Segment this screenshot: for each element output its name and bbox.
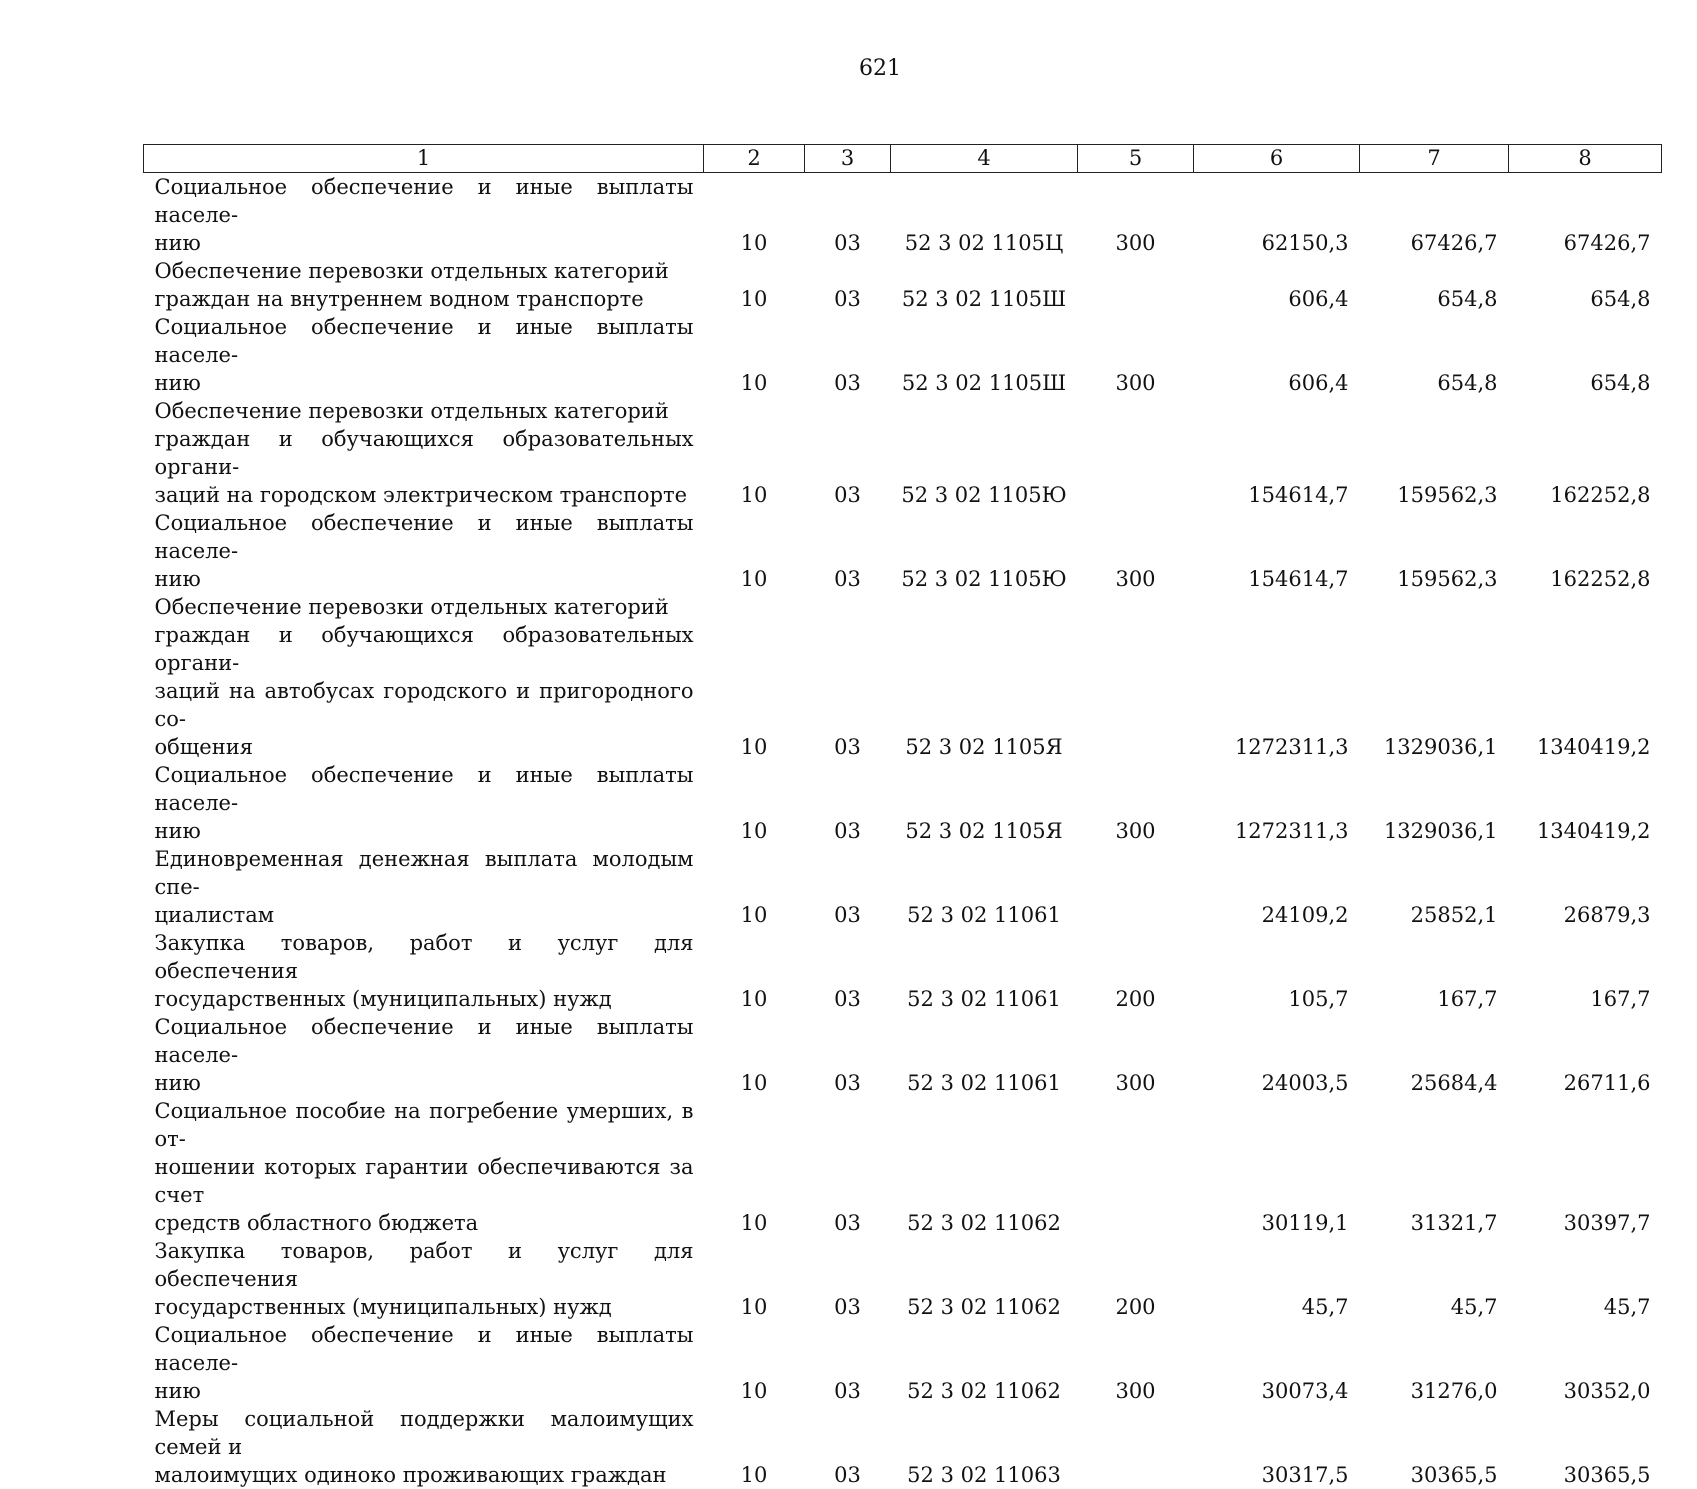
table-row [144,257,1662,313]
section-code: 10 [704,593,805,761]
table-row [144,929,1662,1013]
table-row [144,1321,1662,1405]
item-name: Социальное пособие на погребение умерших, в от- ношении которых гарантии обеспечиваются за счет средств областного бюджета [144,1097,704,1237]
amount-col-7: 31276,0 [1360,1321,1509,1405]
expense-type-code [1078,845,1194,929]
amount-col-6: 105,7 [1194,929,1360,1013]
table-row [144,761,1662,845]
target-article-code: 52 3 02 1105Я [891,761,1078,845]
subsection-code: 03 [805,1237,891,1321]
expense-type-code: 300 [1078,509,1194,593]
amount-col-6: 1272311,3 [1194,593,1360,761]
table-row [144,173,1662,258]
column-header-3: 3 [805,145,891,173]
amount-col-7: 159562,3 [1360,509,1509,593]
budget-table [143,144,1662,1489]
amount-col-8: 162252,8 [1509,509,1662,593]
page-number: 621 [0,56,1697,81]
amount-col-6: 30073,4 [1194,1321,1360,1405]
amount-col-8: 1340419,2 [1509,593,1662,761]
section-code: 10 [704,173,805,258]
target-article-code: 52 3 02 1105Ю [891,397,1078,509]
section-code: 10 [704,1097,805,1237]
target-article-code: 52 3 02 1105Ц [891,173,1078,258]
target-article-code: 52 3 02 11062 [891,1097,1078,1237]
subsection-code: 03 [805,593,891,761]
section-code: 10 [704,761,805,845]
section-code: 10 [704,1405,805,1489]
amount-col-8: 26879,3 [1509,845,1662,929]
column-header-5: 5 [1078,145,1194,173]
subsection-code: 03 [805,1097,891,1237]
subsection-code: 03 [805,173,891,258]
item-name: Социальное обеспечение и иные выплаты населе- нию [144,173,704,258]
table-row [144,313,1662,397]
amount-col-8: 162252,8 [1509,397,1662,509]
amount-col-7: 67426,7 [1360,173,1509,258]
amount-col-8: 67426,7 [1509,173,1662,258]
subsection-code: 03 [805,845,891,929]
target-article-code: 52 3 02 11061 [891,929,1078,1013]
expense-type-code [1078,593,1194,761]
amount-col-6: 24109,2 [1194,845,1360,929]
column-header-7: 7 [1360,145,1509,173]
item-name: Социальное обеспечение и иные выплаты населе- нию [144,509,704,593]
target-article-code: 52 3 02 1105Ш [891,257,1078,313]
amount-col-6: 606,4 [1194,313,1360,397]
amount-col-8: 654,8 [1509,313,1662,397]
amount-col-6: 606,4 [1194,257,1360,313]
amount-col-7: 25684,4 [1360,1013,1509,1097]
expense-type-code: 200 [1078,1237,1194,1321]
section-code: 10 [704,1321,805,1405]
column-header-6: 6 [1194,145,1360,173]
target-article-code: 52 3 02 11061 [891,1013,1078,1097]
section-code: 10 [704,313,805,397]
column-header-2: 2 [704,145,805,173]
section-code: 10 [704,1237,805,1321]
amount-col-8: 30352,0 [1509,1321,1662,1405]
table-row [144,1013,1662,1097]
amount-col-6: 45,7 [1194,1237,1360,1321]
amount-col-8: 654,8 [1509,257,1662,313]
expense-type-code: 300 [1078,1321,1194,1405]
section-code: 10 [704,257,805,313]
expense-type-code: 300 [1078,173,1194,258]
item-name: Единовременная денежная выплата молодым спе- циалистам [144,845,704,929]
item-name: Социальное обеспечение и иные выплаты населе- нию [144,761,704,845]
section-code: 10 [704,509,805,593]
amount-col-7: 654,8 [1360,257,1509,313]
item-name: Обеспечение перевозки отдельных категорий граждан на внутреннем водном транспорте [144,257,704,313]
amount-col-7: 1329036,1 [1360,593,1509,761]
subsection-code: 03 [805,1405,891,1489]
amount-col-7: 654,8 [1360,313,1509,397]
expense-type-code [1078,397,1194,509]
table-header-row [144,145,1662,173]
amount-col-7: 30365,5 [1360,1405,1509,1489]
subsection-code: 03 [805,761,891,845]
amount-col-6: 30317,5 [1194,1405,1360,1489]
expense-type-code: 300 [1078,761,1194,845]
amount-col-6: 154614,7 [1194,509,1360,593]
amount-col-8: 26711,6 [1509,1013,1662,1097]
target-article-code: 52 3 02 1105Ю [891,509,1078,593]
column-header-8: 8 [1509,145,1662,173]
amount-col-8: 1340419,2 [1509,761,1662,845]
target-article-code: 52 3 02 11062 [891,1321,1078,1405]
amount-col-8: 30397,7 [1509,1097,1662,1237]
amount-col-7: 31321,7 [1360,1097,1509,1237]
item-name: Обеспечение перевозки отдельных категорий граждан и обучающихся образовательных органи- заций на городском электрическом транспорте [144,397,704,509]
table-row [144,509,1662,593]
column-header-4: 4 [891,145,1078,173]
amount-col-6: 30119,1 [1194,1097,1360,1237]
item-name: Социальное обеспечение и иные выплаты населе- нию [144,1321,704,1405]
amount-col-8: 30365,5 [1509,1405,1662,1489]
subsection-code: 03 [805,509,891,593]
item-name: Социальное обеспечение и иные выплаты населе- нию [144,1013,704,1097]
amount-col-6: 24003,5 [1194,1013,1360,1097]
amount-col-6: 154614,7 [1194,397,1360,509]
expense-type-code [1078,1097,1194,1237]
item-name: Закупка товаров, работ и услуг для обеспечения государственных (муниципальных) нужд [144,929,704,1013]
table-row [144,1405,1662,1489]
item-name: Обеспечение перевозки отдельных категорий граждан и обучающихся образовательных органи- заций на автобусах городского и пригородного со- общения [144,593,704,761]
subsection-code: 03 [805,1013,891,1097]
table-body [144,173,1662,1489]
item-name: Закупка товаров, работ и услуг для обеспечения государственных (муниципальных) нужд [144,1237,704,1321]
section-code: 10 [704,1013,805,1097]
expense-type-code [1078,1405,1194,1489]
target-article-code: 52 3 02 1105Я [891,593,1078,761]
amount-col-7: 167,7 [1360,929,1509,1013]
expense-type-code: 300 [1078,313,1194,397]
subsection-code: 03 [805,1321,891,1405]
amount-col-6: 1272311,3 [1194,761,1360,845]
amount-col-7: 45,7 [1360,1237,1509,1321]
amount-col-6: 62150,3 [1194,173,1360,258]
amount-col-7: 159562,3 [1360,397,1509,509]
section-code: 10 [704,929,805,1013]
section-code: 10 [704,397,805,509]
amount-col-8: 167,7 [1509,929,1662,1013]
table-row [144,845,1662,929]
section-code: 10 [704,845,805,929]
table-row [144,593,1662,761]
subsection-code: 03 [805,313,891,397]
target-article-code: 52 3 02 11062 [891,1237,1078,1321]
column-header-1: 1 [144,145,704,173]
target-article-code: 52 3 02 11063 [891,1405,1078,1489]
amount-col-7: 25852,1 [1360,845,1509,929]
table-row [144,397,1662,509]
table-row [144,1237,1662,1321]
expense-type-code: 300 [1078,1013,1194,1097]
expense-type-code [1078,257,1194,313]
amount-col-8: 45,7 [1509,1237,1662,1321]
subsection-code: 03 [805,929,891,1013]
subsection-code: 03 [805,257,891,313]
item-name: Меры социальной поддержки малоимущих семей и малоимущих одиноко проживающих граждан [144,1405,704,1489]
item-name: Социальное обеспечение и иные выплаты населе- нию [144,313,704,397]
amount-col-7: 1329036,1 [1360,761,1509,845]
target-article-code: 52 3 02 11061 [891,845,1078,929]
subsection-code: 03 [805,397,891,509]
expense-type-code: 200 [1078,929,1194,1013]
target-article-code: 52 3 02 1105Ш [891,313,1078,397]
table-row [144,1097,1662,1237]
